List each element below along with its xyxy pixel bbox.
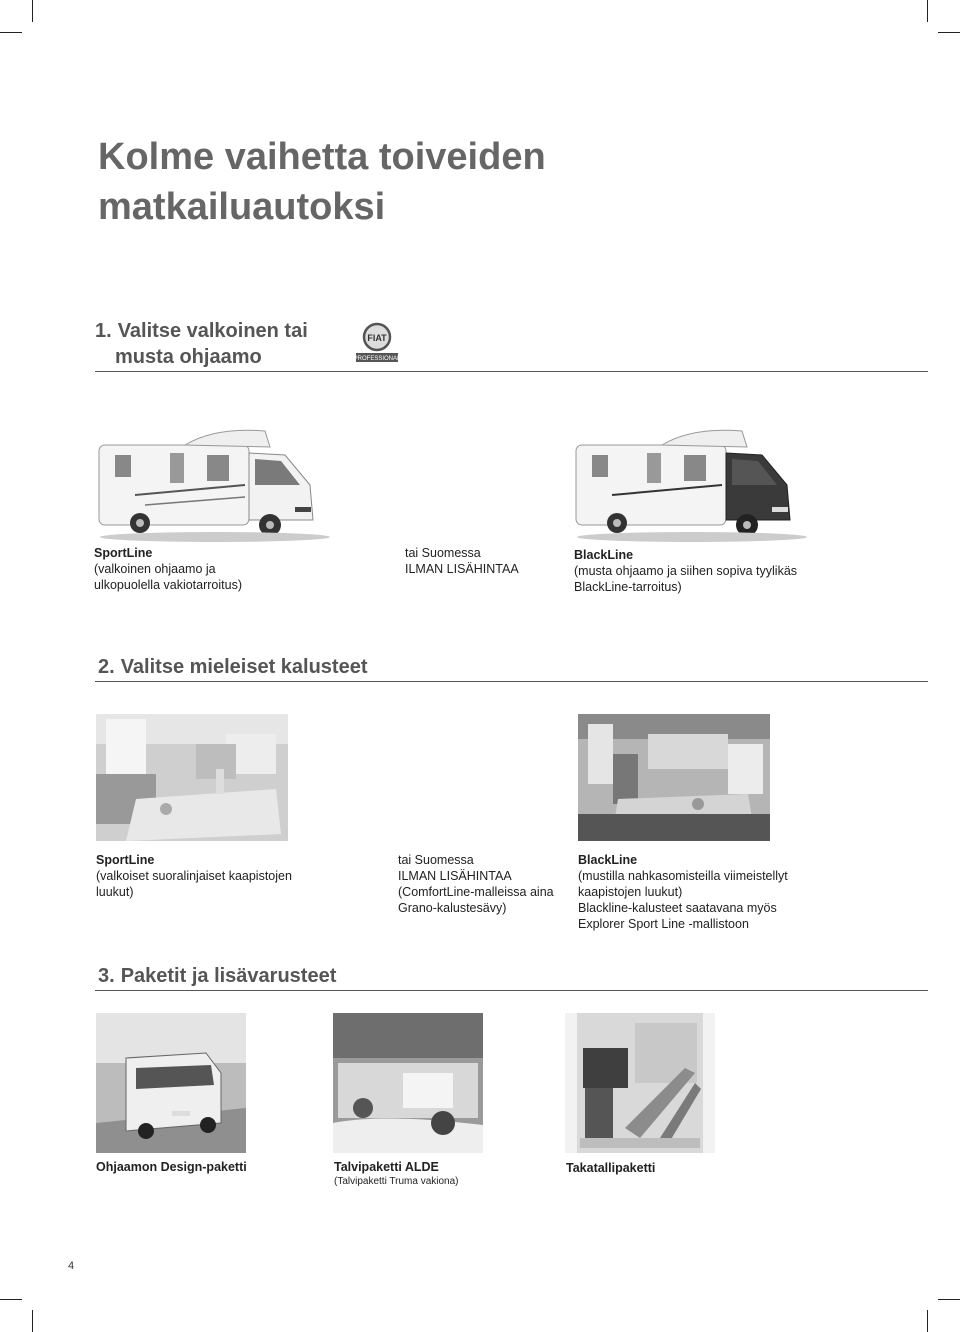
crop-mark xyxy=(938,1299,960,1300)
step1-rule xyxy=(95,371,928,372)
sportline-interior-image xyxy=(96,714,288,841)
fiat-logo-brand: FIAT xyxy=(367,333,387,343)
step3-item1-caption xyxy=(96,1159,247,1175)
step1-option-b-desc2: BlackLine-tarroitus) xyxy=(574,580,682,594)
step1-middle-line2: ILMAN LISÄHINTAA xyxy=(405,562,519,576)
crop-mark xyxy=(0,1299,22,1300)
step2-middle-caption xyxy=(398,852,554,916)
crop-mark xyxy=(0,32,22,33)
step3-heading-text: Paketit ja lisävarusteet xyxy=(120,965,337,987)
step1-option-b-name: BlackLine xyxy=(574,548,634,562)
step2-option-a-desc2: luukut) xyxy=(96,885,134,899)
step2-option-b-desc1: (mustilla nahkasomisteilla viimeistellyt xyxy=(578,869,788,883)
step2-heading xyxy=(98,654,368,680)
step3-number: 3. xyxy=(98,965,115,987)
step3-heading xyxy=(98,963,336,989)
crop-mark xyxy=(927,0,928,22)
step2-rule xyxy=(95,681,928,682)
crop-mark xyxy=(32,1310,33,1332)
step3-item2-sub: (Talvipaketti Truma vakiona) xyxy=(334,1176,459,1187)
sportline-motorhome-image xyxy=(95,425,335,545)
step1-option-b-desc1: (musta ohjaamo ja siihen sopiva tyylikäs xyxy=(574,564,798,578)
step3-item3-name: Takatallipaketti xyxy=(566,1161,656,1175)
step2-option-a-desc1: (valkoiset suoralinjaiset kaapistojen xyxy=(96,869,292,883)
step2-middle-line2: ILMAN LISÄHINTAA xyxy=(398,869,512,883)
crop-mark xyxy=(927,1310,928,1332)
step1-option-a-name: SportLine xyxy=(94,546,153,560)
step2-option-b-name: BlackLine xyxy=(578,853,638,867)
page-number: 4 xyxy=(68,1260,75,1272)
page-title xyxy=(98,132,798,232)
blackline-interior-image xyxy=(578,714,770,841)
step3-item2-name: Talvipaketti ALDE xyxy=(334,1160,439,1174)
step2-number: 2. xyxy=(98,656,115,678)
step3-item3-caption xyxy=(566,1160,655,1176)
step2-heading-text: Valitse mieleiset kalusteet xyxy=(120,656,368,678)
garage-package-image xyxy=(565,1013,715,1153)
step2-option-b-caption xyxy=(578,852,788,932)
crop-mark xyxy=(938,32,960,33)
step1-option-b-caption xyxy=(574,547,797,595)
step2-option-b-desc4: Explorer Sport Line -mallistoon xyxy=(578,917,749,931)
fiat-logo-tagline: PROFESSIONAL xyxy=(355,356,399,362)
step2-option-a-caption xyxy=(96,852,292,900)
step1-option-a-desc1: (valkoinen ohjaamo ja xyxy=(94,562,216,576)
step1-option-a-desc2: ulkopuolella vakiotarroitus) xyxy=(94,578,242,592)
winter-package-image xyxy=(333,1013,483,1153)
step1-heading-line2: musta ohjaamo xyxy=(115,346,262,368)
crop-mark xyxy=(32,0,33,22)
step1-heading xyxy=(95,318,308,370)
step3-rule xyxy=(95,990,928,991)
step2-option-b-desc3: Blackline-kalusteet saatavana myös xyxy=(578,901,777,915)
step2-middle-line3: (ComfortLine-malleissa aina xyxy=(398,885,554,899)
blackline-motorhome-image xyxy=(572,425,812,545)
step2-option-a-name: SportLine xyxy=(96,853,155,867)
step3-item2-caption xyxy=(334,1159,459,1188)
step2-middle-line1: tai Suomessa xyxy=(398,853,474,867)
page-title-line1: Kolme vaihetta toiveiden xyxy=(98,136,546,178)
step1-middle-caption xyxy=(405,545,519,577)
step2-option-b-desc2: kaapistojen luukut) xyxy=(578,885,683,899)
step2-middle-line4: Grano-kalustesävy) xyxy=(398,901,507,915)
step3-item1-name: Ohjaamon Design-paketti xyxy=(96,1160,247,1174)
step1-option-a-caption xyxy=(94,545,242,593)
design-package-image xyxy=(96,1013,246,1153)
page-title-line2: matkailuautoksi xyxy=(98,186,386,228)
step1-middle-line1: tai Suomessa xyxy=(405,546,481,560)
fiat-professional-logo xyxy=(355,322,399,364)
step1-heading-line1: Valitse valkoinen tai xyxy=(117,320,308,342)
step1-number: 1. xyxy=(95,320,112,342)
